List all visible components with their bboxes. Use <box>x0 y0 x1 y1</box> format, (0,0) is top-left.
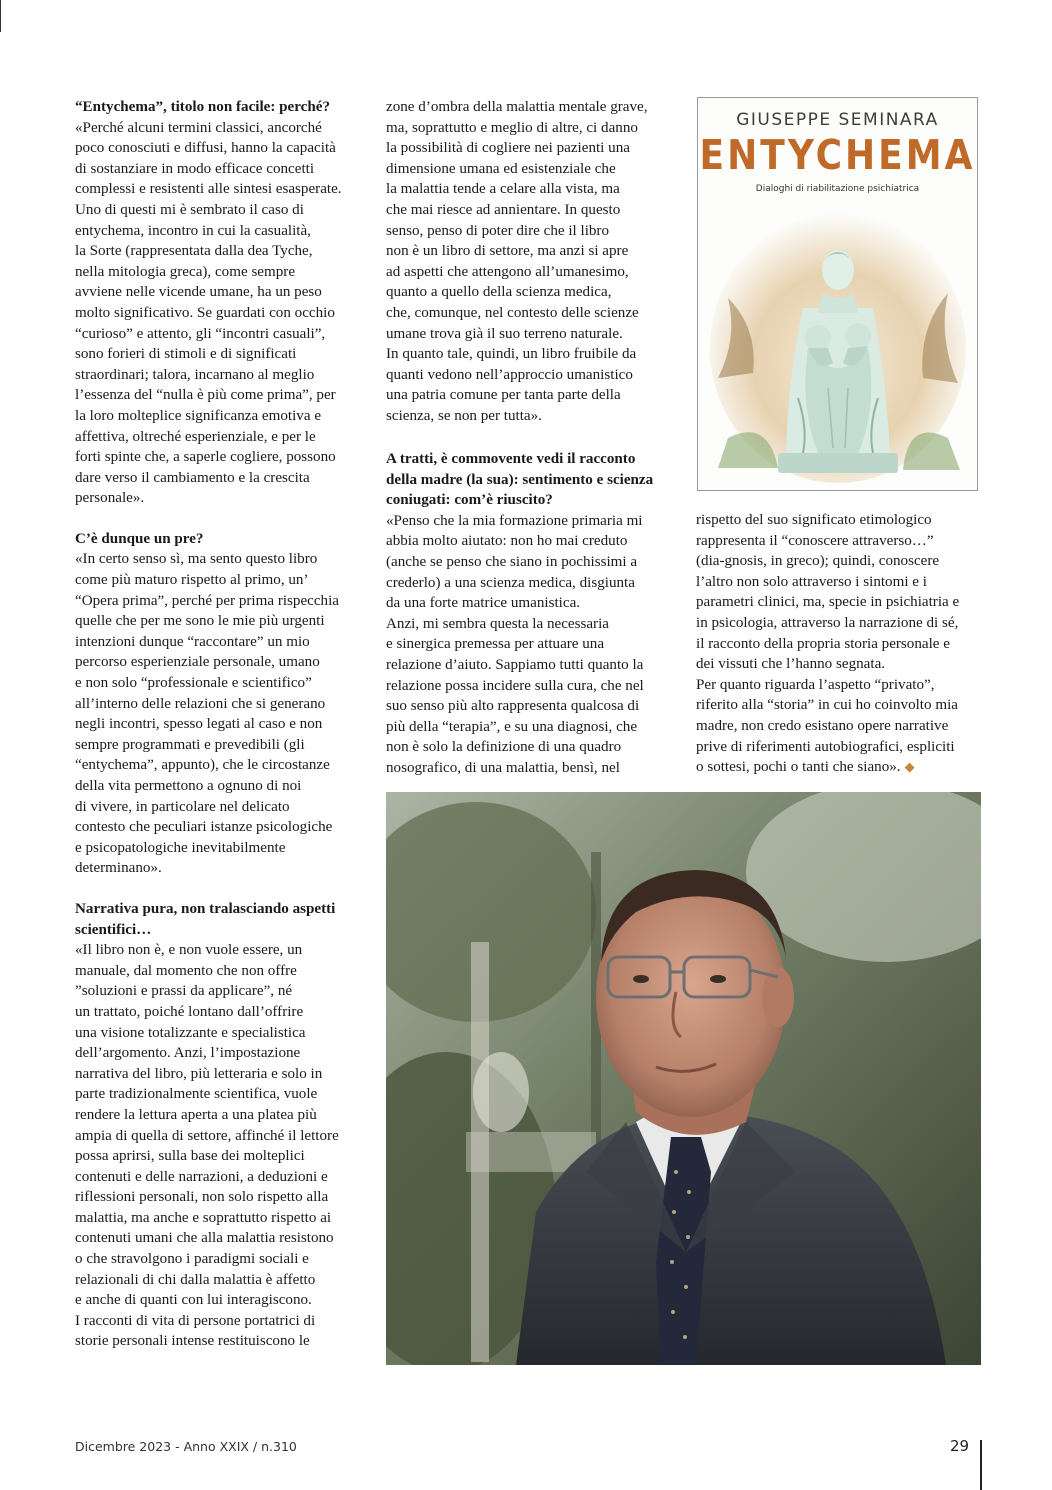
answer-paragraph: «Il libro non è, e non vuole essere, un manuale, dal momento che non offre ”soluzioni e prassi da applicare”, né un trattato, poiché lontano dall’offrire una visione totalizzante e specialistica dell’argomento. Anzi, l’impostazione narrativa del libro, più letteraria e solo in parte tradizionalmente scientifica, vuole rendere la lettura aperta a una platea più ampia di quella di settore, affinché il lettore possa aprirsi, sulla base dei molteplici contenuti e delle narrazioni, a deduzioni e riflessioni personali, non solo rispetto alla malattia, ma anche e soprattutto rispetto ai contenuti umani che alla malattia resistono o che stravolgono i paradigmi sociali e relazionali di chi dalla malattia è affetto e anche di quanti con lui interagiscono. I racconti di vita di persone portatrici di storie personali intense restituiscono le <box>75 942 339 1350</box>
answer-paragraph <box>696 510 986 778</box>
book-subtitle: Dialoghi di riabilitazione psichiatrica <box>755 184 920 194</box>
question-heading: C’è dunque un pre? <box>75 530 204 547</box>
question-heading: “Entychema”, titolo non facile: perché? <box>75 99 331 115</box>
article-column-2 <box>386 97 686 427</box>
answer-paragraph: zone d’ombra della malattia mentale grave, ma, soprattutto e meglio di altre, ci danno la possibilità di cogliere nei pazienti una dimensione umana ed esistenziale che la malattia tende a celare alla vista, ma che mai riesce ad annientare. In questo senso, penso di poter dire che il libro non è un libro di settore, ma anzi si apre ad aspetti che attengono all’umanesimo, quanto a quello della scienza medica, che, comunque, nel contesto delle scienze umane trova già il suo terreno naturale. In quanto tale, quindi, un libro fruibile da quanti vedono nell’approccio umanistico una patria comune per tanta parte della scienza, se non per tutta». <box>386 99 648 424</box>
article-column-3 <box>696 510 986 778</box>
article-column-2-lower <box>386 449 686 779</box>
book-author: GIUSEPPE SEMINARA <box>736 110 939 130</box>
answer-paragraph: «In certo senso sì, ma sento questo libro come più maturo rispetto al primo, un’ “Opera prima”, perché per prima rispecchia quelle che per me sono le mie più urgenti intenzioni dunque “raccontare” un mio percorso esperienziale personale, umano e non solo “professionale e scientifico” all’interno delle relazioni che si generano negli incontri, spesso legati al caso e non sempre programmati e prevedibili (gli “entychema”, appunto), che le circostanze della vita permettono a ognuno di noi di vivere, in particolare nel delicato contesto che peculiari istanze psicologiche e psicopatologiche inevitabilmente determinano». <box>75 551 339 877</box>
statue-illustration <box>708 198 968 483</box>
page-number: 29 <box>950 1437 970 1455</box>
answer-paragraph: «Perché alcuni termini classici, ancorché poco conosciuti e diffusi, hanno la capacità di sostanziare in modo efficace concetti complessi e resistenti alle sintesi esasperate. Uno di questi mi è sembrato il caso di entychema, incontro in cui la casualità, la Sorte (rappresentata dalla dea Tyche, nella mitologia greca), come sempre avviene nelle vicende umane, ha un peso molto significativo. Se guardati con occhio “curioso” e attento, gli “incontri casuali”, sono forieri di stimoli e di significati straordinari; talora, incarnano al meglio l’essenza del “nulla è più come prima”, per la loro molteplice significanza emotiva e affettiva, oltreché esperienziale, e per le forti spinte che, a saperle cogliere, possono dare verso il cambiamento e la crescita personale». <box>75 119 342 507</box>
book-cover-image <box>697 97 978 491</box>
page-number-rule <box>980 1440 982 1490</box>
author-portrait-photo <box>386 792 981 1365</box>
page-edge-line <box>0 0 1 32</box>
end-of-article-diamond-icon: ◆ <box>904 759 915 775</box>
article-column-1 <box>75 97 375 1352</box>
answer-text: rispetto del suo significato etimologico rappresenta il “conoscere attraverso…” (dia-gnosis, in greco); quindi, conoscere l’altro non solo attraverso i sintomi e i parametri clinici, ma, specie in psichiatria e in psicologia, attraverso la narrazione di sé, il racconto della propria storia personale e dei vissuti che l’hanno segnata. Per quanto riguarda l’aspetto “privato”, riferito alla “storia” in cui ho coinvolto mia madre, non credo esistano opere narrative prive di riferimenti autobiografici, espliciti o sottesi, pochi o tanti che siano». <box>696 512 960 776</box>
answer-paragraph: «Penso che la mia formazione primaria mi abbia molto aiutato: non ho mai creduto (anche se penso che siano in pochissimi a crederlo) a una scienza medica, disgiunta da una forte matrice umanistica. Anzi, mi sembra questa la necessaria e sinergica premessa per attuare una relazione d’aiuto. Sappiamo tutti quanto la relazione possa incidere sulla cura, che nel suo senso più alto rappresenta qualcosa di più della “terapia”, e su una diagnosi, che non è solo la definizione di una quadro nosografico, di una malattia, bensì, nel <box>386 512 644 776</box>
question-heading: Narrativa pura, non tralasciando aspetti scientifici… <box>75 900 336 938</box>
question-heading: A tratti, è commovente vedi il racconto della madre (la sua): sentimento e scienza coniugati: com’è riuscito? <box>386 451 654 509</box>
issue-info: Dicembre 2023 - Anno XXIX / n.310 <box>75 1439 297 1454</box>
book-title: ENTYCHEMA <box>699 132 976 180</box>
